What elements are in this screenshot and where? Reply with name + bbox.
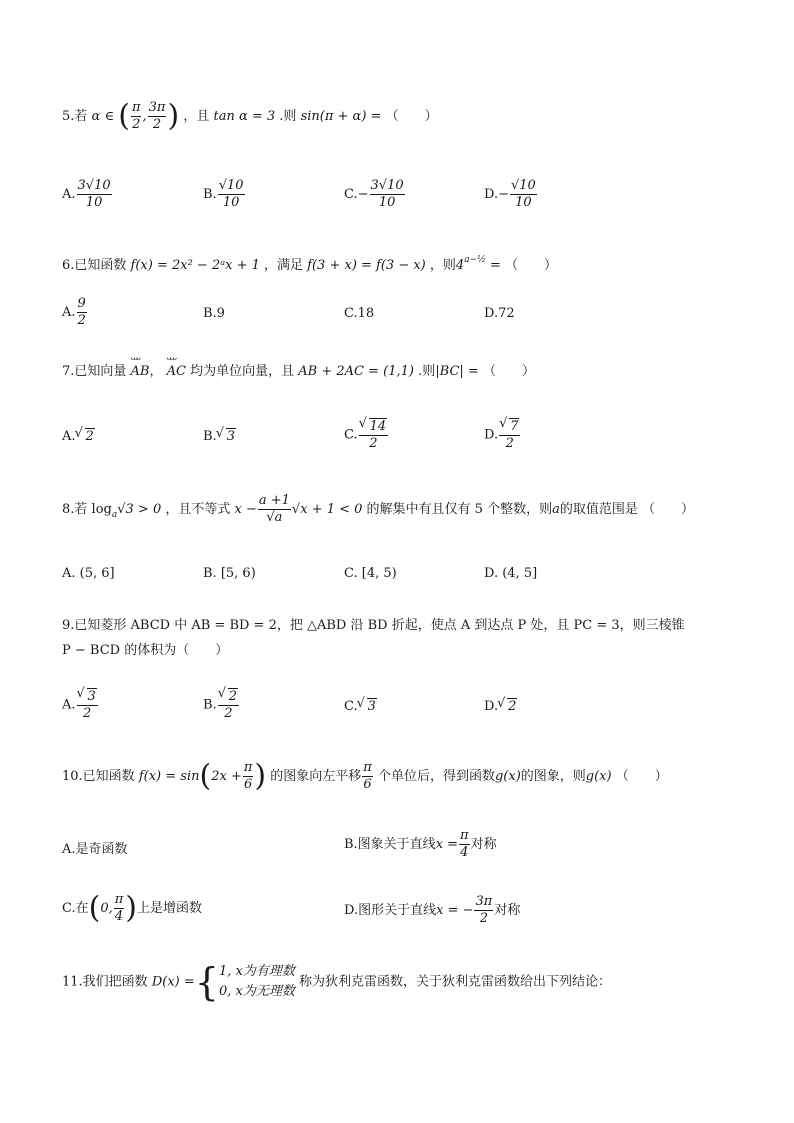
q6-option-b: B.9	[203, 306, 225, 321]
q6-option-a: A. $\frac{9}{2}$	[62, 296, 86, 328]
q9-option-d: D.√ 2	[484, 698, 517, 714]
question-9-line-1: 9.已知菱形 ABCD 中 AB = BD = 2，把 △ABD 沿 BD 折起，使点 A 到达点 P 处，且 PC = 3，则三棱锥	[62, 618, 685, 633]
q6-eq: f(3 + x) = f(3 − x)	[307, 258, 426, 273]
question-8: 8.若 $\log_a√3 > 0$ ，且不等式 x − $\frac{a +1}{√a}$ √x + 1 < 0 的解集中有且仅有 5 个整数，则a的取值范围是 （ ）	[62, 493, 695, 525]
q8-option-c: C. [4, 5)	[344, 566, 397, 581]
q5-expr: sin(π + α) =	[300, 109, 382, 124]
q8-option-d: D. (4, 5]	[484, 566, 538, 581]
q5-option-d: D.− $\frac{√10}{10}$	[484, 178, 536, 210]
q10-option-b: B.图象关于直线x = $\frac{\pi}{4}$ 对称	[344, 828, 497, 860]
q9-option-a: A. √ $\frac{3}{2}$	[62, 688, 99, 722]
q5-cond: ，且	[183, 109, 210, 124]
q5-tan: tan α = 3	[213, 109, 276, 124]
q5-option-c: C.− $\frac{3√10}{10}$	[344, 178, 404, 210]
q6-func: f(x) = 2x² − 2ᵃx + 1	[130, 258, 260, 273]
q7-option-d: D. √ $\frac{7}{2}$	[484, 418, 521, 452]
q7-bc: |BC| =	[435, 364, 479, 379]
question-10: 10.已知函数 f(x) = sin(2x + $\frac{\pi}{6}$ ) 的图象向左平移 $\frac{\pi}{6}$ 个单位后，得到函数g(x)的图象，则g(x) （ ）	[62, 758, 668, 794]
question-7: 7.已知向量 ᴗᴗᴗ AB， ᴗᴗᴗ AC 均为单位向量，且 AB + 2AC = (1,1) .则|BC| = （ ）	[62, 360, 535, 379]
q9-option-c: C.√ 3	[344, 698, 377, 714]
q5-dot: .则	[279, 109, 297, 124]
q8-option-b: B. [5, 6)	[203, 566, 256, 581]
question-11: 11.我们把函数 D(x) ={ 1, x为有理数 0, x为无理数 称为狄利克雷函数，关于狄利克雷函数给出下列结论：	[62, 960, 611, 1004]
q9-option-b: B. √ $\frac{2}{2}$	[203, 688, 240, 722]
q7-vector-ab: ᴗᴗᴗ AB	[131, 364, 150, 379]
q6-option-c: C.18	[344, 306, 375, 321]
q7-option-b: B.√ 3	[203, 428, 236, 444]
q7-option-c: C. √ $\frac{14}{2}$	[344, 418, 389, 452]
q10-option-c: C.在(0, $\frac{\pi}{4}$ )上是增函数	[62, 890, 203, 926]
q5-option-b: B. $\frac{√10}{10}$	[203, 178, 244, 210]
q10-option-a: A.是奇函数	[62, 842, 128, 857]
question-9-line-2: P − BCD 的体积为（ ）	[62, 643, 229, 658]
q5-option-a: A. $\frac{3√10}{10}$	[62, 178, 111, 210]
q7-option-a: A.√ 2	[62, 428, 95, 444]
question-6: 6.已知函数 f(x) = 2x² − 2ᵃx + 1 ，满足 f(3 + x) = f(3 − x) ，则$4^{a-\frac{1}{2}}$ = （ ）	[62, 255, 558, 273]
q6-option-d: D.72	[484, 306, 515, 321]
q7-vector-ac: ᴗᴗᴗ AC	[167, 364, 186, 379]
q8-option-a: A. (5, 6]	[62, 566, 115, 581]
q7-eq: AB + 2AC = (1,1)	[298, 364, 414, 379]
q5-lead: 5.若	[62, 109, 88, 124]
question-5: 5.若 α ∈ ( $\frac{\pi}{2}$ , $\frac{3\pi}{2}$ ) ，且 tan α = 3 .则 sin(π + α) = （ ）	[62, 98, 438, 134]
q10-option-d: D.图形关于直线x = − $\frac{3\pi}{2}$ 对称	[344, 894, 521, 926]
q5-blank: （ ）	[385, 109, 438, 124]
